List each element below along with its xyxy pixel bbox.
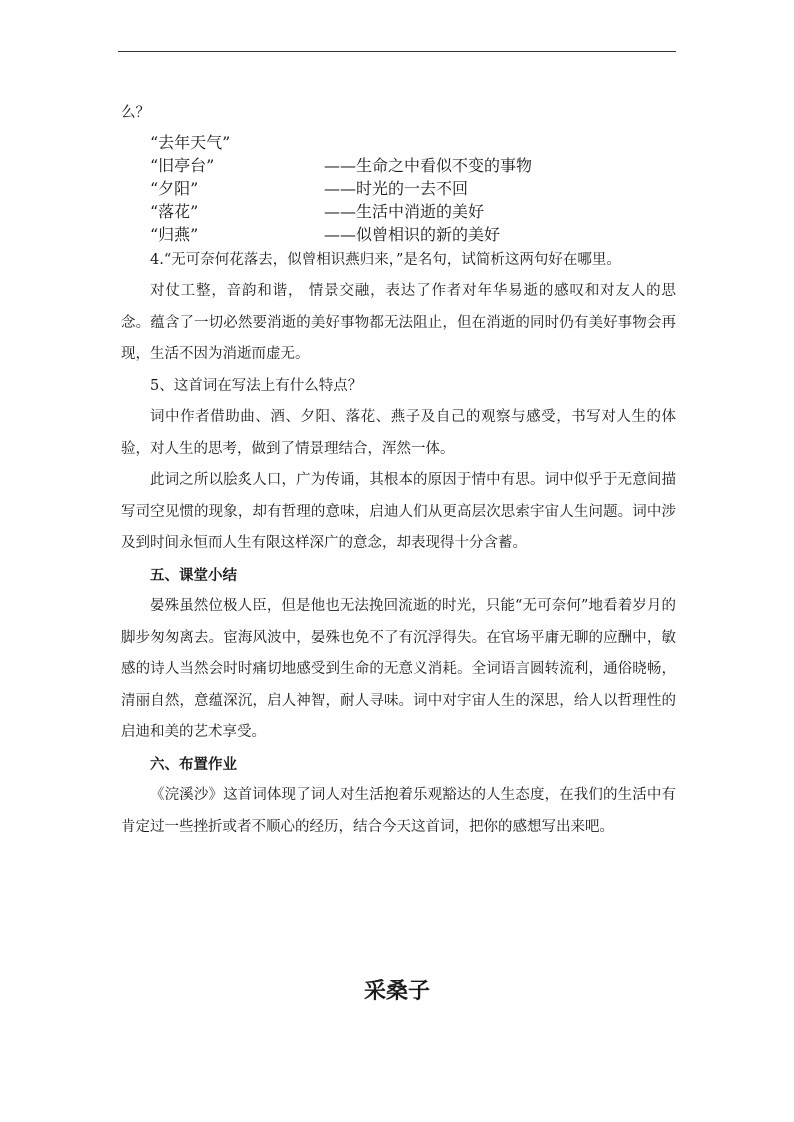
image-row: [121, 222, 676, 245]
next-poem-title: 采桑子: [363, 978, 430, 1004]
image-row: [121, 199, 676, 222]
section-heading-summary: 五、课堂小结: [150, 566, 237, 584]
question-4: 4.“无可奈何花落去，似曾相识燕归来，”是名句，试简析这两句好在哪里。: [150, 251, 621, 268]
section-heading-homework: 六、布置作业: [150, 755, 237, 773]
question-5: 5、这首词在写法上有什么特点？: [150, 377, 363, 394]
image-word: “去年天气”: [150, 132, 231, 152]
image-row: [121, 130, 676, 153]
text-fragment: 么？: [121, 105, 150, 121]
image-word: “夕阳”: [150, 178, 199, 198]
answer-5-part-1: 词中作者借助曲、酒、夕阳、落花、燕子及自己的观察与感受，书写对人生的体验，对人生的思考，做到了情景理结合，浑然一体。: [121, 409, 676, 457]
homework-paragraph: 《浣溪沙》这首词体现了词人对生活抱着乐观豁达的人生态度，在我们的生活中有肯定过一些挫折或者不顺心的经历，结合今天这首词，把你的感想写出来吧。: [121, 787, 676, 835]
header-rule: [118, 51, 676, 52]
image-row: [121, 153, 676, 176]
summary-paragraph: 晏殊虽然位极人臣，但是他也无法挽回流逝的时光，只能“无可奈何”地看着岁月的脚步匆匆离去。宦海风波中，晏殊也免不了有沉浮得失。在官场平庸无聊的应酬中，敏感的诗人当然会时时痛切地感受到生命的无意义消耗。全词语言圆转流利，通俗晓畅，清丽自然，意蕴深沉，启人神智，耐人寻味。词中对宇宙人生的深思，给人以哲理性的启迪和美的艺术享受。: [121, 598, 676, 740]
answer-4: 对仗工整，音韵和谐， 情景交融，表达了作者对年华易逝的感叹和对友人的思念。蕴含了一切必然要消逝的美好事物都无法阻止，但在消逝的同时仍有美好事物会再现，生活不因为消逝而虚无。: [121, 283, 676, 362]
image-word: “归燕”: [150, 224, 199, 244]
image-meaning: ——时光的一去不回: [324, 178, 469, 198]
image-word: “落花”: [150, 201, 199, 221]
image-meaning: ——似曾相识的新的美好: [324, 224, 501, 244]
image-meaning: ——生命之中看似不变的事物: [324, 155, 533, 175]
answer-5-part-2: 此词之所以脍炙人口，广为传诵，其根本的原因于情中有思。词中似乎于无意间描写司空见惯的现象，却有哲理的意味，启迪人们从更高层次思索宇宙人生问题。词中涉及到时间永恒而人生有限这样深广的意念，却表现得十分含蓄。: [121, 472, 676, 551]
image-word: “旧亭台”: [150, 155, 215, 175]
document-body: [121, 98, 676, 843]
image-row: [121, 176, 676, 199]
image-list: [121, 130, 676, 245]
image-meaning: ——生活中消逝的美好: [324, 201, 485, 221]
